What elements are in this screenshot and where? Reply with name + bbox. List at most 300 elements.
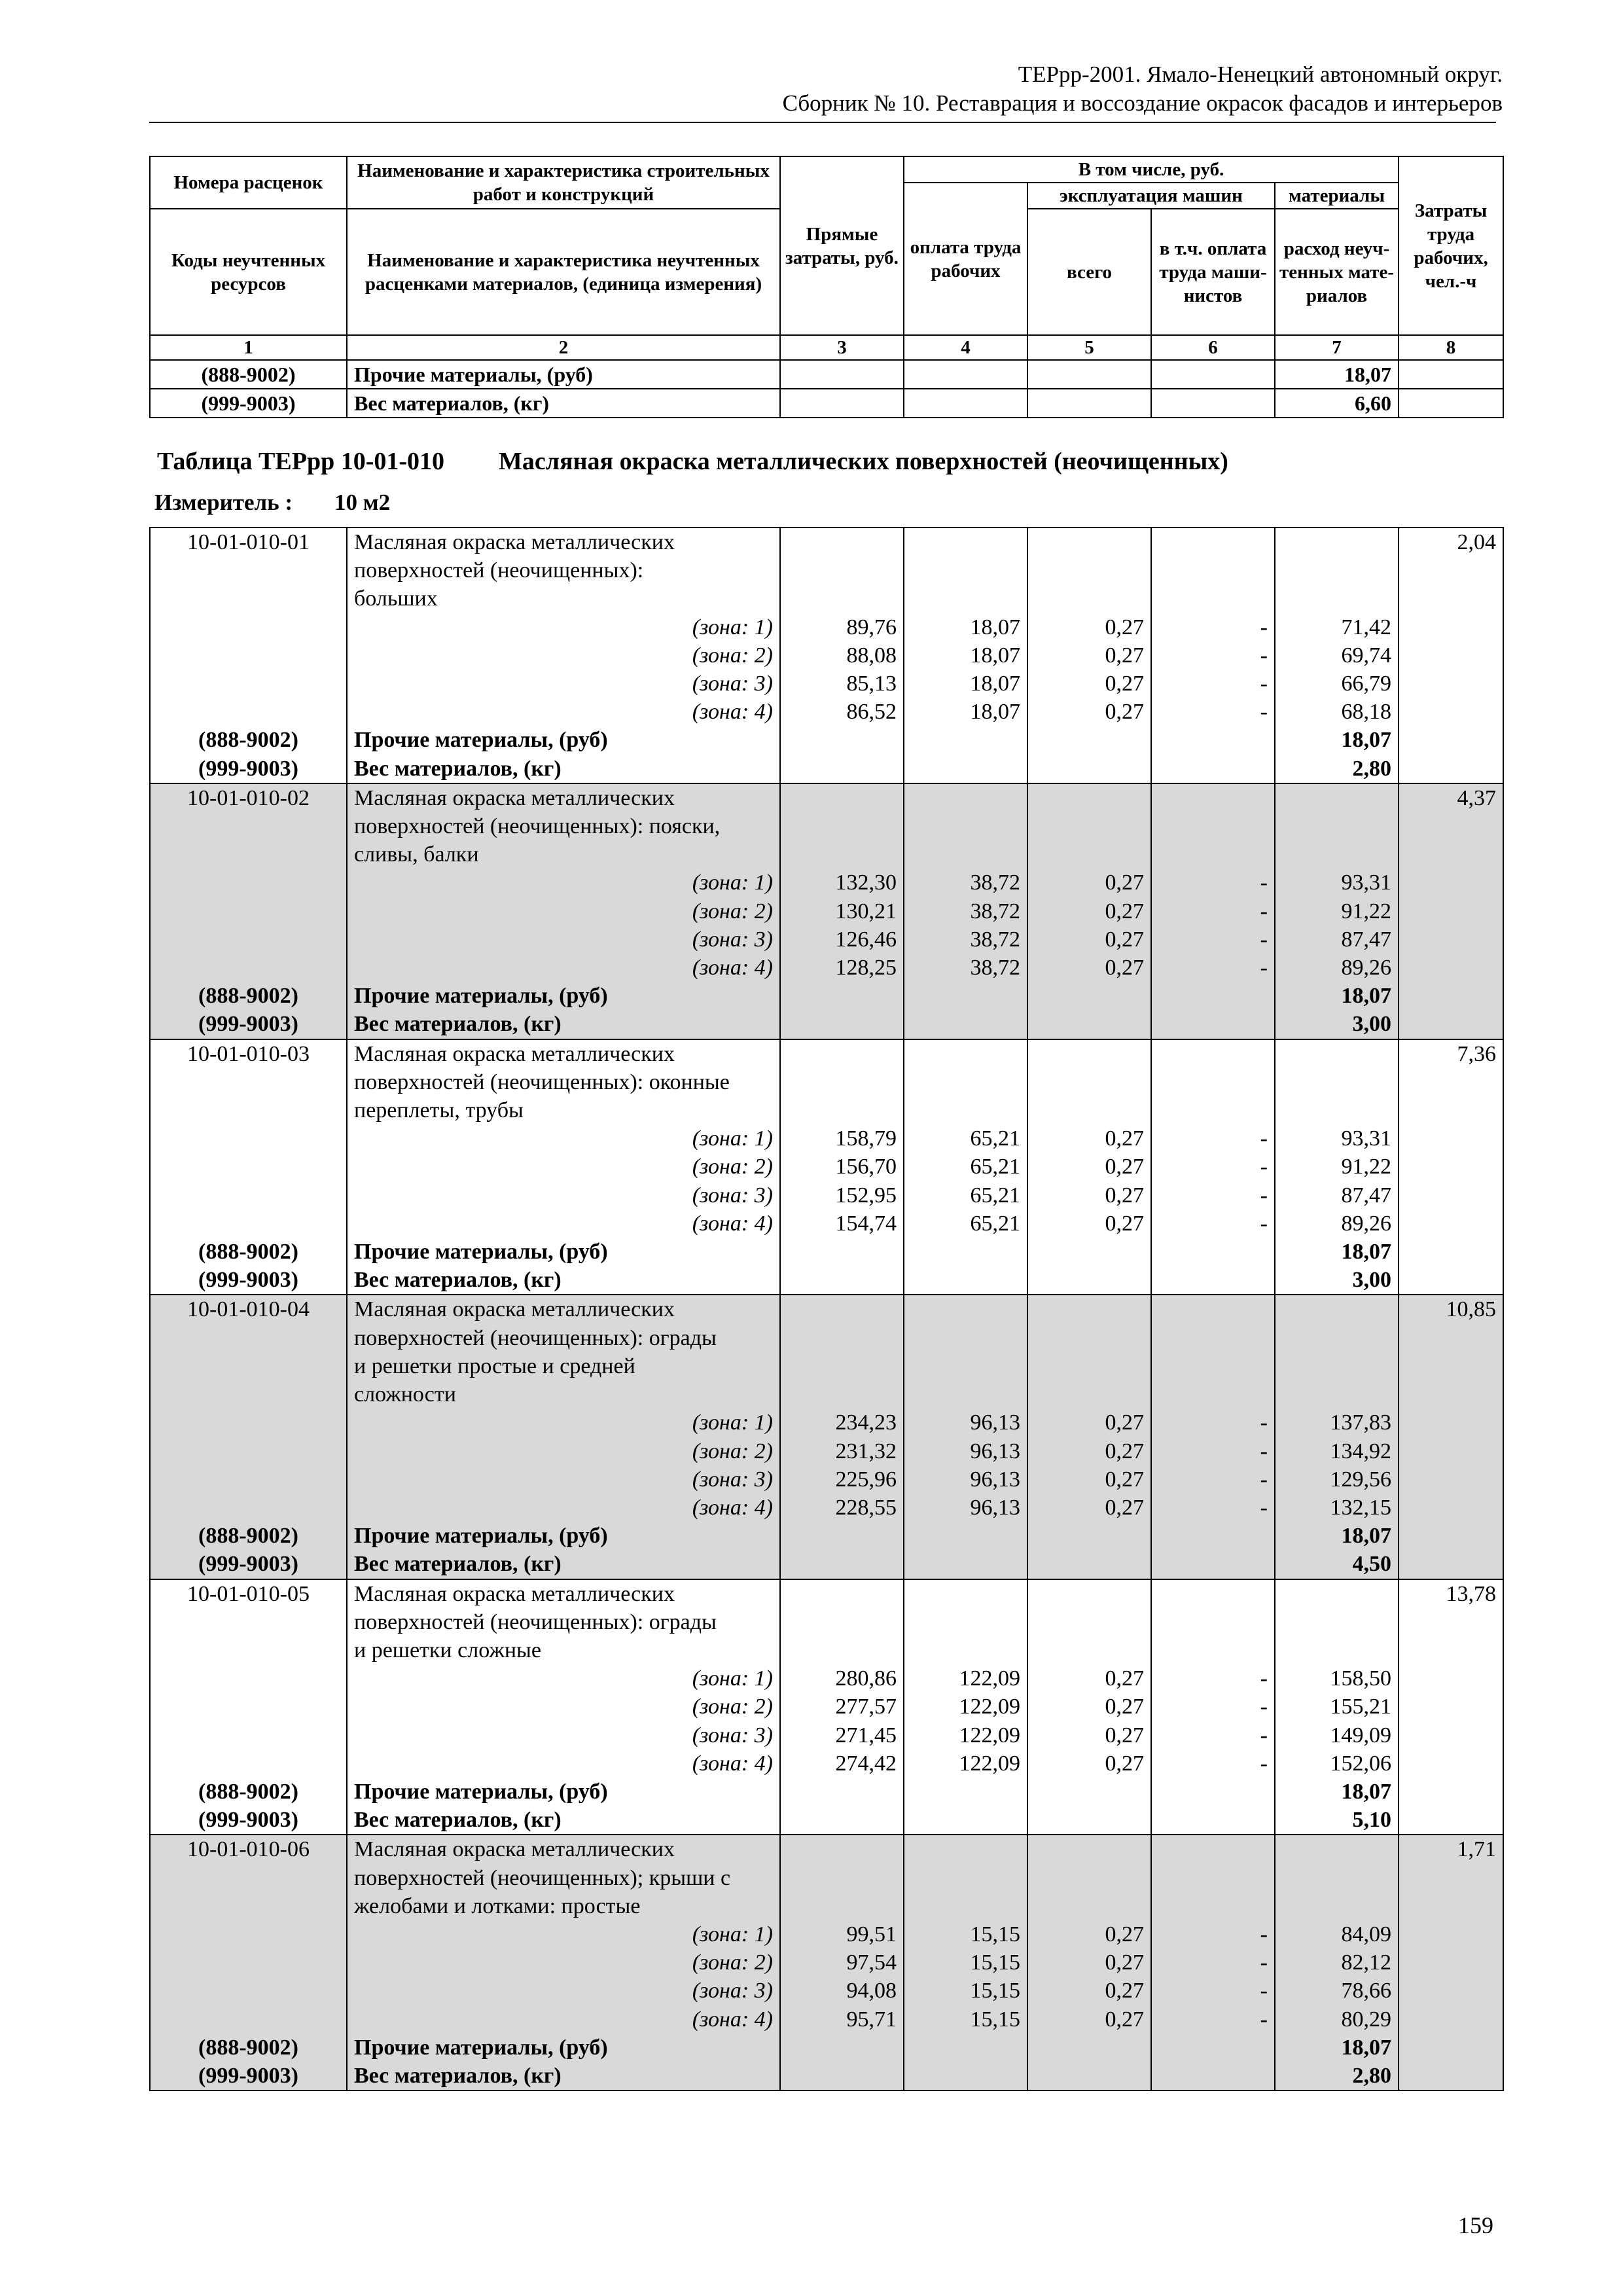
rate-description-line: Масляная окраска металлических xyxy=(347,528,780,556)
resource-row xyxy=(150,982,1503,1010)
materials-cost: 87,47 xyxy=(1275,1181,1399,1210)
zone-label: (зона: 2) xyxy=(347,1693,780,1721)
labor-cost: 1,71 xyxy=(1399,1835,1503,1863)
machinist-wage: - xyxy=(1151,1664,1275,1693)
header-unaccounted-materials: расход неуч-тенных мате-риалов xyxy=(1275,209,1399,335)
materials-cost: 89,26 xyxy=(1275,1210,1399,1238)
zone-row xyxy=(150,1948,1503,1977)
resource-row xyxy=(150,1778,1503,1806)
labor-cost: 4,37 xyxy=(1399,783,1503,812)
header-machine-operation: эксплуатация машин xyxy=(1027,183,1275,209)
machine-total: 0,27 xyxy=(1027,1948,1151,1977)
rate-description-line: поверхностей (неочищенных): оконные xyxy=(347,1068,780,1096)
meter-label: Измеритель : xyxy=(154,490,293,515)
machinist-wage: - xyxy=(1151,1749,1275,1778)
zone-label: (зона: 3) xyxy=(347,925,780,954)
zone-row xyxy=(150,869,1503,897)
resource-name: Прочие материалы, (руб) xyxy=(347,1522,780,1550)
zone-label: (зона: 1) xyxy=(347,1408,780,1437)
direct-cost: 94,08 xyxy=(780,1977,904,2005)
resource-row xyxy=(150,1266,1503,1295)
machinist-wage: - xyxy=(1151,1494,1275,1522)
zone-row xyxy=(150,1693,1503,1721)
resource-row xyxy=(150,1238,1503,1266)
direct-cost: 89,76 xyxy=(780,613,904,641)
worker-wage: 96,13 xyxy=(904,1494,1027,1522)
machinist-wage: - xyxy=(1151,1920,1275,1948)
zone-label: (зона: 2) xyxy=(347,1437,780,1465)
table-title xyxy=(157,446,1228,476)
worker-wage: 65,21 xyxy=(904,1210,1027,1238)
zone-label: (зона: 2) xyxy=(347,1153,780,1181)
resource-name: Прочие материалы, (руб) xyxy=(347,1238,780,1266)
materials-cost: 137,83 xyxy=(1275,1408,1399,1437)
materials-cost: 84,09 xyxy=(1275,1920,1399,1948)
column-number: 8 xyxy=(1399,335,1503,360)
rate-description-line: Масляная окраска металлических xyxy=(347,1835,780,1863)
resource-value: 2,80 xyxy=(1275,755,1399,783)
zone-label: (зона: 4) xyxy=(347,698,780,726)
machine-total: 0,27 xyxy=(1027,1124,1151,1153)
zone-label: (зона: 4) xyxy=(347,2005,780,2034)
zone-label: (зона: 1) xyxy=(347,869,780,897)
machinist-wage: - xyxy=(1151,613,1275,641)
column-number: 5 xyxy=(1027,335,1151,360)
materials-cost: 82,12 xyxy=(1275,1948,1399,1977)
worker-wage: 122,09 xyxy=(904,1664,1027,1693)
rate-description-line: сложности xyxy=(347,1380,780,1408)
resource-value: 6,60 xyxy=(1275,389,1399,418)
rate-code: 10-01-010-04 xyxy=(150,1295,347,1323)
resource-code: (999-9003) xyxy=(150,1010,347,1039)
machine-total: 0,27 xyxy=(1027,2005,1151,2034)
resource-value: 3,00 xyxy=(1275,1010,1399,1039)
machine-total: 0,27 xyxy=(1027,1181,1151,1210)
materials-cost: 71,42 xyxy=(1275,613,1399,641)
resource-name: Вес материалов, (кг) xyxy=(347,1550,780,1579)
rate-desc-row xyxy=(150,840,1503,869)
direct-cost: 225,96 xyxy=(780,1465,904,1494)
direct-cost: 99,51 xyxy=(780,1920,904,1948)
resource-code: (888-9002) xyxy=(150,1778,347,1806)
rate-desc-row xyxy=(150,1068,1503,1096)
zone-label: (зона: 1) xyxy=(347,613,780,641)
resource-code: (999-9003) xyxy=(150,755,347,783)
resource-row xyxy=(150,1550,1503,1579)
rate-code: 10-01-010-03 xyxy=(150,1039,347,1068)
resource-code: (888-9002) xyxy=(150,982,347,1010)
machinist-wage: - xyxy=(1151,1210,1275,1238)
zone-row xyxy=(150,2005,1503,2034)
resource-value: 18,07 xyxy=(1275,726,1399,754)
direct-cost: 126,46 xyxy=(780,925,904,954)
materials-cost: 93,31 xyxy=(1275,869,1399,897)
rate-desc-row xyxy=(150,1636,1503,1664)
direct-cost: 95,71 xyxy=(780,2005,904,2034)
machine-total: 0,27 xyxy=(1027,1153,1151,1181)
materials-cost: 78,66 xyxy=(1275,1977,1399,2005)
header-material-name: Наименование и характеристика неучтенных расценками материалов, (единица измерения) xyxy=(347,209,780,335)
resource-code: (888-9002) xyxy=(150,1238,347,1266)
materials-cost: 89,26 xyxy=(1275,954,1399,982)
unit-of-measure xyxy=(154,488,390,517)
zone-label: (зона: 2) xyxy=(347,1948,780,1977)
machine-total: 0,27 xyxy=(1027,869,1151,897)
labor-cost: 13,78 xyxy=(1399,1579,1503,1608)
worker-wage: 38,72 xyxy=(904,925,1027,954)
machinist-wage: - xyxy=(1151,1153,1275,1181)
resource-row xyxy=(150,1522,1503,1550)
rate-desc-row xyxy=(150,1380,1503,1408)
direct-cost: 152,95 xyxy=(780,1181,904,1210)
machine-total: 0,27 xyxy=(1027,1210,1151,1238)
worker-wage: 122,09 xyxy=(904,1693,1027,1721)
resource-name: Вес материалов, (кг) xyxy=(347,1010,780,1039)
worker-wage: 65,21 xyxy=(904,1124,1027,1153)
zone-label: (зона: 4) xyxy=(347,954,780,982)
materials-cost: 69,74 xyxy=(1275,641,1399,670)
direct-cost: 132,30 xyxy=(780,869,904,897)
materials-cost: 66,79 xyxy=(1275,670,1399,698)
running-header-subtitle: Сборник № 10. Реставрация и воссоздание окрасок фасадов и интерьеров xyxy=(782,90,1503,116)
rate-description-line: переплеты, трубы xyxy=(347,1096,780,1124)
rate-description-line: поверхностей (неочищенных): ограды xyxy=(347,1608,780,1636)
rate-row xyxy=(150,1295,1503,1323)
rate-code: 10-01-010-02 xyxy=(150,783,347,812)
labor-cost: 10,85 xyxy=(1399,1295,1503,1323)
resource-code: (888-9002) xyxy=(150,1522,347,1550)
machinist-wage: - xyxy=(1151,1948,1275,1977)
rate-code: 10-01-010-05 xyxy=(150,1579,347,1608)
zone-row xyxy=(150,1124,1503,1153)
direct-cost: 231,32 xyxy=(780,1437,904,1465)
machine-total: 0,27 xyxy=(1027,1494,1151,1522)
materials-cost: 68,18 xyxy=(1275,698,1399,726)
machine-total: 0,27 xyxy=(1027,897,1151,925)
worker-wage: 65,21 xyxy=(904,1153,1027,1181)
labor-cost: 2,04 xyxy=(1399,528,1503,556)
column-number: 6 xyxy=(1151,335,1275,360)
direct-cost: 280,86 xyxy=(780,1664,904,1693)
rate-description-line: и решетки простые и средней xyxy=(347,1352,780,1380)
worker-wage: 38,72 xyxy=(904,954,1027,982)
zone-label: (зона: 1) xyxy=(347,1920,780,1948)
resource-code: (999-9003) xyxy=(150,1266,347,1295)
direct-cost: 86,52 xyxy=(780,698,904,726)
worker-wage: 96,13 xyxy=(904,1408,1027,1437)
rate-desc-row xyxy=(150,1608,1503,1636)
rate-description-line: Масляная окраска металлических xyxy=(347,783,780,812)
direct-cost: 97,54 xyxy=(780,1948,904,1977)
rate-row xyxy=(150,1039,1503,1068)
page-number: 159 xyxy=(1458,2212,1493,2238)
rate-desc-row xyxy=(150,1352,1503,1380)
direct-cost: 228,55 xyxy=(780,1494,904,1522)
zone-row xyxy=(150,897,1503,925)
direct-cost: 234,23 xyxy=(780,1408,904,1437)
resource-code: (888-9002) xyxy=(150,360,347,389)
resource-value: 18,07 xyxy=(1275,1238,1399,1266)
zone-row xyxy=(150,1920,1503,1948)
resource-name: Вес материалов, (кг) xyxy=(347,2062,780,2090)
rate-row xyxy=(150,528,1503,556)
zone-label: (зона: 2) xyxy=(347,897,780,925)
zone-label: (зона: 3) xyxy=(347,670,780,698)
rate-desc-row xyxy=(150,556,1503,584)
machine-total: 0,27 xyxy=(1027,1721,1151,1749)
machinist-wage: - xyxy=(1151,1721,1275,1749)
direct-cost: 88,08 xyxy=(780,641,904,670)
materials-cost: 87,47 xyxy=(1275,925,1399,954)
resource-value: 18,07 xyxy=(1275,982,1399,1010)
resource-value: 18,07 xyxy=(1275,2034,1399,2062)
resource-name: Прочие материалы, (руб) xyxy=(347,982,780,1010)
materials-cost: 134,92 xyxy=(1275,1437,1399,1465)
zone-label: (зона: 1) xyxy=(347,1124,780,1153)
worker-wage: 122,09 xyxy=(904,1749,1027,1778)
zone-label: (зона: 4) xyxy=(347,1749,780,1778)
table-code: Таблица ТЕРрр 10-01-010 xyxy=(157,448,445,475)
rate-code: 10-01-010-01 xyxy=(150,528,347,556)
prev-resource-row xyxy=(150,389,1503,418)
machine-total: 0,27 xyxy=(1027,1437,1151,1465)
rate-description-line: желобами и лотками: простые xyxy=(347,1892,780,1920)
machine-total: 0,27 xyxy=(1027,1920,1151,1948)
header-labor-costs: Затраты труда рабочих, чел.-ч xyxy=(1399,156,1503,335)
worker-wage: 38,72 xyxy=(904,869,1027,897)
zone-row xyxy=(150,1749,1503,1778)
column-header-table xyxy=(149,156,1504,418)
rate-row xyxy=(150,1835,1503,1863)
materials-cost: 129,56 xyxy=(1275,1465,1399,1494)
zone-row xyxy=(150,1721,1503,1749)
zone-row xyxy=(150,613,1503,641)
column-number: 4 xyxy=(904,335,1027,360)
worker-wage: 15,15 xyxy=(904,1948,1027,1977)
rate-description-line: Масляная окраска металлических xyxy=(347,1579,780,1608)
rate-desc-row xyxy=(150,1324,1503,1352)
zone-row xyxy=(150,954,1503,982)
zone-label: (зона: 4) xyxy=(347,1210,780,1238)
machinist-wage: - xyxy=(1151,1408,1275,1437)
resource-name: Вес материалов, (кг) xyxy=(347,389,780,418)
direct-cost: 128,25 xyxy=(780,954,904,982)
column-number: 3 xyxy=(780,335,904,360)
rate-description-line: больших xyxy=(347,584,780,613)
resource-name: Вес материалов, (кг) xyxy=(347,755,780,783)
resource-value: 18,07 xyxy=(1275,1522,1399,1550)
worker-wage: 15,15 xyxy=(904,1977,1027,2005)
zone-row xyxy=(150,670,1503,698)
machinist-wage: - xyxy=(1151,670,1275,698)
running-header-title: ТЕРрр-2001. Ямало-Ненецкий автономный округ. xyxy=(1018,62,1503,87)
rate-description-line: сливы, балки xyxy=(347,840,780,869)
direct-cost: 158,79 xyxy=(780,1124,904,1153)
machine-total: 0,27 xyxy=(1027,613,1151,641)
prev-resource-row xyxy=(150,360,1503,389)
resource-name: Вес материалов, (кг) xyxy=(347,1266,780,1295)
zone-row xyxy=(150,1153,1503,1181)
zone-label: (зона: 3) xyxy=(347,1977,780,2005)
materials-cost: 91,22 xyxy=(1275,1153,1399,1181)
resource-code: (999-9003) xyxy=(150,1806,347,1835)
zone-row xyxy=(150,1494,1503,1522)
zone-row xyxy=(150,1210,1503,1238)
header-machinist-wages: в т.ч. оплата труда маши-нистов xyxy=(1151,209,1275,335)
resource-row xyxy=(150,726,1503,754)
resource-row xyxy=(150,755,1503,783)
zone-row xyxy=(150,1181,1503,1210)
direct-cost: 85,13 xyxy=(780,670,904,698)
worker-wage: 65,21 xyxy=(904,1181,1027,1210)
machinist-wage: - xyxy=(1151,1437,1275,1465)
column-number: 1 xyxy=(150,335,347,360)
materials-cost: 132,15 xyxy=(1275,1494,1399,1522)
resource-code: (999-9003) xyxy=(150,1550,347,1579)
machinist-wage: - xyxy=(1151,1465,1275,1494)
header-including: В том числе, руб. xyxy=(904,156,1399,183)
worker-wage: 122,09 xyxy=(904,1721,1027,1749)
rate-row xyxy=(150,1579,1503,1608)
resource-row xyxy=(150,1806,1503,1835)
machine-total: 0,27 xyxy=(1027,1465,1151,1494)
materials-cost: 149,09 xyxy=(1275,1721,1399,1749)
direct-cost: 274,42 xyxy=(780,1749,904,1778)
worker-wage: 96,13 xyxy=(904,1437,1027,1465)
column-number: 7 xyxy=(1275,335,1399,360)
zone-label: (зона: 3) xyxy=(347,1465,780,1494)
machinist-wage: - xyxy=(1151,954,1275,982)
resource-row xyxy=(150,2062,1503,2090)
direct-cost: 130,21 xyxy=(780,897,904,925)
worker-wage: 18,07 xyxy=(904,670,1027,698)
rate-code: 10-01-010-06 xyxy=(150,1835,347,1863)
table-name: Масляная окраска металлических поверхностей (неочищенных) xyxy=(499,448,1228,475)
resource-name: Прочие материалы, (руб) xyxy=(347,1778,780,1806)
worker-wage: 38,72 xyxy=(904,897,1027,925)
header-worker-wages: оплата труда рабочих xyxy=(904,183,1027,335)
resource-name: Вес материалов, (кг) xyxy=(347,1806,780,1835)
rate-description-line: Масляная окраска металлических xyxy=(347,1039,780,1068)
machine-total: 0,27 xyxy=(1027,1408,1151,1437)
resource-value: 4,50 xyxy=(1275,1550,1399,1579)
machinist-wage: - xyxy=(1151,925,1275,954)
machine-total: 0,27 xyxy=(1027,1664,1151,1693)
zone-row xyxy=(150,1408,1503,1437)
machine-total: 0,27 xyxy=(1027,925,1151,954)
resource-name: Прочие материалы, (руб) xyxy=(347,360,780,389)
rate-description-line: поверхностей (неочищенных): ограды xyxy=(347,1324,780,1352)
materials-cost: 155,21 xyxy=(1275,1693,1399,1721)
machinist-wage: - xyxy=(1151,1124,1275,1153)
direct-cost: 271,45 xyxy=(780,1721,904,1749)
rate-desc-row xyxy=(150,812,1503,840)
resource-code: (888-9002) xyxy=(150,726,347,754)
column-number: 2 xyxy=(347,335,780,360)
zone-row xyxy=(150,1465,1503,1494)
zone-label: (зона: 2) xyxy=(347,641,780,670)
resource-row xyxy=(150,1010,1503,1039)
direct-cost: 156,70 xyxy=(780,1153,904,1181)
machinist-wage: - xyxy=(1151,1693,1275,1721)
machinist-wage: - xyxy=(1151,1977,1275,2005)
machine-total: 0,27 xyxy=(1027,641,1151,670)
header-direct-costs: Прямые затраты, руб. xyxy=(780,156,904,335)
machine-total: 0,27 xyxy=(1027,698,1151,726)
meter-value: 10 м2 xyxy=(334,490,391,515)
worker-wage: 96,13 xyxy=(904,1465,1027,1494)
rate-desc-row xyxy=(150,1096,1503,1124)
rate-desc-row xyxy=(150,584,1503,613)
zone-row xyxy=(150,925,1503,954)
materials-cost: 93,31 xyxy=(1275,1124,1399,1153)
worker-wage: 18,07 xyxy=(904,641,1027,670)
resource-code: (888-9002) xyxy=(150,2034,347,2062)
zone-row xyxy=(150,698,1503,726)
rate-description-line: поверхностей (неочищенных): пояски, xyxy=(347,812,780,840)
header-materials: материалы xyxy=(1275,183,1399,209)
direct-cost: 154,74 xyxy=(780,1210,904,1238)
machinist-wage: - xyxy=(1151,897,1275,925)
resource-code: (999-9003) xyxy=(150,2062,347,2090)
zone-row xyxy=(150,1437,1503,1465)
resource-name: Прочие материалы, (руб) xyxy=(347,726,780,754)
machinist-wage: - xyxy=(1151,698,1275,726)
machine-total: 0,27 xyxy=(1027,1749,1151,1778)
materials-cost: 80,29 xyxy=(1275,2005,1399,2034)
rate-desc-row xyxy=(150,1892,1503,1920)
rate-description-line: и решетки сложные xyxy=(347,1636,780,1664)
worker-wage: 15,15 xyxy=(904,2005,1027,2034)
rates-table xyxy=(149,527,1504,2091)
rate-desc-row xyxy=(150,1864,1503,1892)
machine-total: 0,27 xyxy=(1027,1693,1151,1721)
worker-wage: 15,15 xyxy=(904,1920,1027,1948)
zone-row xyxy=(150,1664,1503,1693)
resource-row xyxy=(150,2034,1503,2062)
resource-code: (999-9003) xyxy=(150,389,347,418)
worker-wage: 18,07 xyxy=(904,613,1027,641)
rate-row xyxy=(150,783,1503,812)
resource-value: 2,80 xyxy=(1275,2062,1399,2090)
materials-cost: 158,50 xyxy=(1275,1664,1399,1693)
zone-label: (зона: 3) xyxy=(347,1721,780,1749)
materials-cost: 152,06 xyxy=(1275,1749,1399,1778)
materials-cost: 91,22 xyxy=(1275,897,1399,925)
header-machine-total: всего xyxy=(1027,209,1151,335)
zone-row xyxy=(150,1977,1503,2005)
machine-total: 0,27 xyxy=(1027,1977,1151,2005)
machine-total: 0,27 xyxy=(1027,670,1151,698)
zone-label: (зона: 1) xyxy=(347,1664,780,1693)
header-work-name: Наименование и характеристика строительных работ и конструкций xyxy=(347,156,780,209)
zone-label: (зона: 4) xyxy=(347,1494,780,1522)
resource-name: Прочие материалы, (руб) xyxy=(347,2034,780,2062)
machinist-wage: - xyxy=(1151,641,1275,670)
machinist-wage: - xyxy=(1151,869,1275,897)
rate-description-line: поверхностей (неочищенных); крыши с xyxy=(347,1864,780,1892)
labor-cost: 7,36 xyxy=(1399,1039,1503,1068)
zone-row xyxy=(150,641,1503,670)
machinist-wage: - xyxy=(1151,1181,1275,1210)
resource-value: 5,10 xyxy=(1275,1806,1399,1835)
machinist-wage: - xyxy=(1151,2005,1275,2034)
worker-wage: 18,07 xyxy=(904,698,1027,726)
resource-value: 3,00 xyxy=(1275,1266,1399,1295)
zone-label: (зона: 3) xyxy=(347,1181,780,1210)
header-rule xyxy=(149,122,1496,123)
machine-total: 0,27 xyxy=(1027,954,1151,982)
